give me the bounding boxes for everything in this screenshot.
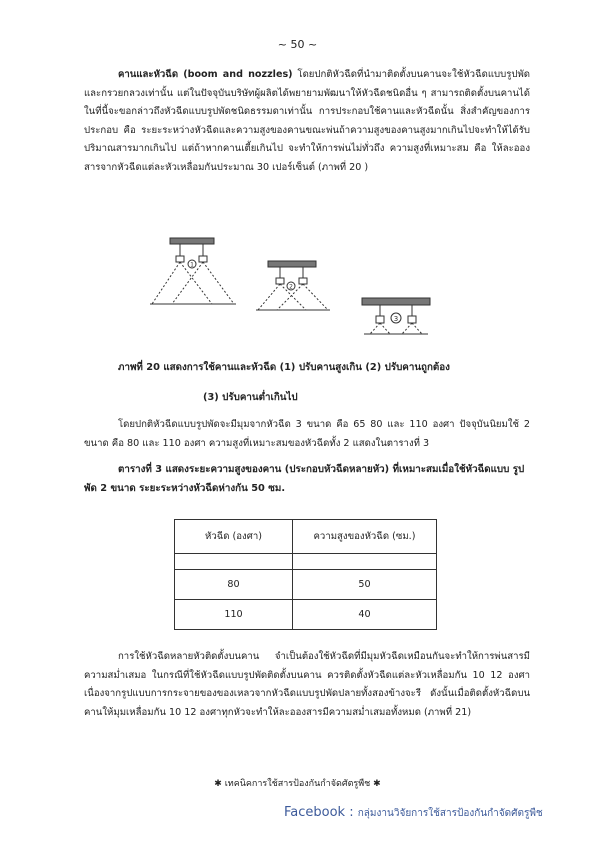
boom-bar <box>268 261 316 267</box>
figure-caption-continued: (3) ปรับคานต่ำเกินไป <box>203 392 298 403</box>
facebook-group-name: กลุ่มงานวิจัยการใช้สารป้องกันกำจัดศัตรูพืช <box>357 808 543 819</box>
table-row <box>175 600 437 630</box>
column-header-nozzle-angle: หัวฉีด (องศา) <box>175 520 293 554</box>
figure-caption: ภาพที่ 20 แสดงการใช้คานและหัวฉีด (1) ปรับคานสูงเกิน (2) ปรับคานถูกต้อง <box>118 362 450 373</box>
nozzle <box>199 256 207 262</box>
table-title: ตารางที่ 3 แสดงระยะความสูงของคาน (ประกอบหัวฉีดหลายหัว) ที่เหมาะสมเมื่อใช้หัวฉีดแบบ รูปพัด 2 ขนาด ระยะระหว่างหัวฉีดห่างกัน 50 ซม. <box>84 464 525 494</box>
section-heading: คานและหัวฉีด (boom and nozzles) <box>118 69 293 80</box>
table-row <box>175 570 437 600</box>
nozzle <box>408 316 416 323</box>
table-spacer-row <box>175 554 437 570</box>
boom-diagram-low <box>362 298 430 334</box>
paragraph-text: โดยปกติหัวฉีดที่นำมาติดตั้งบนคานจะใช้หัวฉีดแบบรูปพัดและกรวยกลวงเท่านั้น แต่ในปัจจุบันบริษัทผู้ผลิตได้พยายามพัฒนาให้หัวฉีดชนิดอื่น ๆ สามารถติดตั้งบนคานได้ ในที่นี้จะขอกล่าวถึงหัวฉีดแบบรูปพัดชนิดธรรมดาเท่านั้น การประกอบใช้คานและหัวฉีดนั้น สิ่งสำคัญของการประกอบ คือ ระยะระหว่างหัวฉีดและความสูงของคานขณะพ่นถ้าความสูงของคานสูงมากเกินไปจะทำให้ได้รับปริมาณสารมากเกินไป แต่ถ้าหากคานเตี้ยเกินไป จะทำให้การพ่นไม่ทั่วถึง ความสูงที่เหมาะสม คือ ให้ละอองสารจากหัวฉีดแต่ละหัวเหลื่อมกันประมาณ 30 เปอร์เซ็นต์ (ภาพที่ 20 ) <box>84 69 530 173</box>
paragraph-text: โดยปกติหัวฉีดแบบรูปพัดจะมีมุมจากหัวฉีด 3 ขนาด คือ 65 80 และ 110 องศา ปัจจุบันนิยมใช้ 2 ขนาด คือ 80 และ 110 องศา ความสูงที่เหมาะสมของหัวฉีดทั้ง 2 แสดงในตารางที่ 3 <box>84 419 530 449</box>
table-cell-angle: 80 <box>175 570 293 600</box>
footer-note: ✱ เทคนิคการใช้สารป้องกันกำจัดศัตรูพืช ✱ <box>214 779 381 789</box>
paragraph-boom-nozzles <box>84 66 530 177</box>
figure-label: 2 <box>289 283 293 291</box>
page-number: ~ 50 ~ <box>277 38 318 51</box>
paragraph-nozzle-sizes <box>84 416 530 453</box>
nozzle <box>376 316 384 323</box>
table-cell-height: 50 <box>293 570 437 600</box>
facebook-credit <box>284 805 543 821</box>
figure-label: 3 <box>393 315 399 323</box>
nozzle <box>299 278 307 284</box>
boom-diagram-correct <box>256 261 330 310</box>
paragraph-text: การใช้หัวฉีดหลายหัวติดตั้งบนคาน จำเป็นต้องใช้หัวฉีดที่มีมุมหัวฉีดเหมือนกันจะทำให้การพ่นสารมีความสม่ำเสมอ ในกรณีที่ใช้หัวฉีดแบบรูปพัดติดตั้งบนคาน ควรติดตั้งหัวฉีดแต่ละหัวเหลื่อมกัน 10 12 องศา เนื่องจากรูปแบบการกระจายของของเหลวจากหัวฉีดแบบรูปพัดปลายทั้งสองข้างจะรี ดังนั้นเมื่อติดตั้งหัวฉีดบนคานให้มุมเหลื่อมกัน 10 12 องศาทุกหัวจะทำให้ละอองสารมีความสม่ำเสมอทั้งหมด (ภาพที่ 21) <box>84 651 530 718</box>
nozzle <box>276 278 284 284</box>
paragraph-multiple-nozzles <box>84 648 530 722</box>
table-cell-height: 40 <box>293 600 437 630</box>
nozzle <box>176 256 184 262</box>
boom-nozzle-figure <box>150 236 450 336</box>
boom-bar <box>362 298 430 305</box>
boom-diagram-high <box>150 238 236 304</box>
boom-bar <box>170 238 214 244</box>
table-cell-angle: 110 <box>175 600 293 630</box>
boom-height-table <box>174 519 437 630</box>
column-header-nozzle-height: ความสูงของหัวฉีด (ซม.) <box>293 520 437 554</box>
table-header-row <box>175 520 437 554</box>
facebook-label: Facebook : <box>284 805 358 820</box>
figure-label: 1 <box>190 261 194 269</box>
